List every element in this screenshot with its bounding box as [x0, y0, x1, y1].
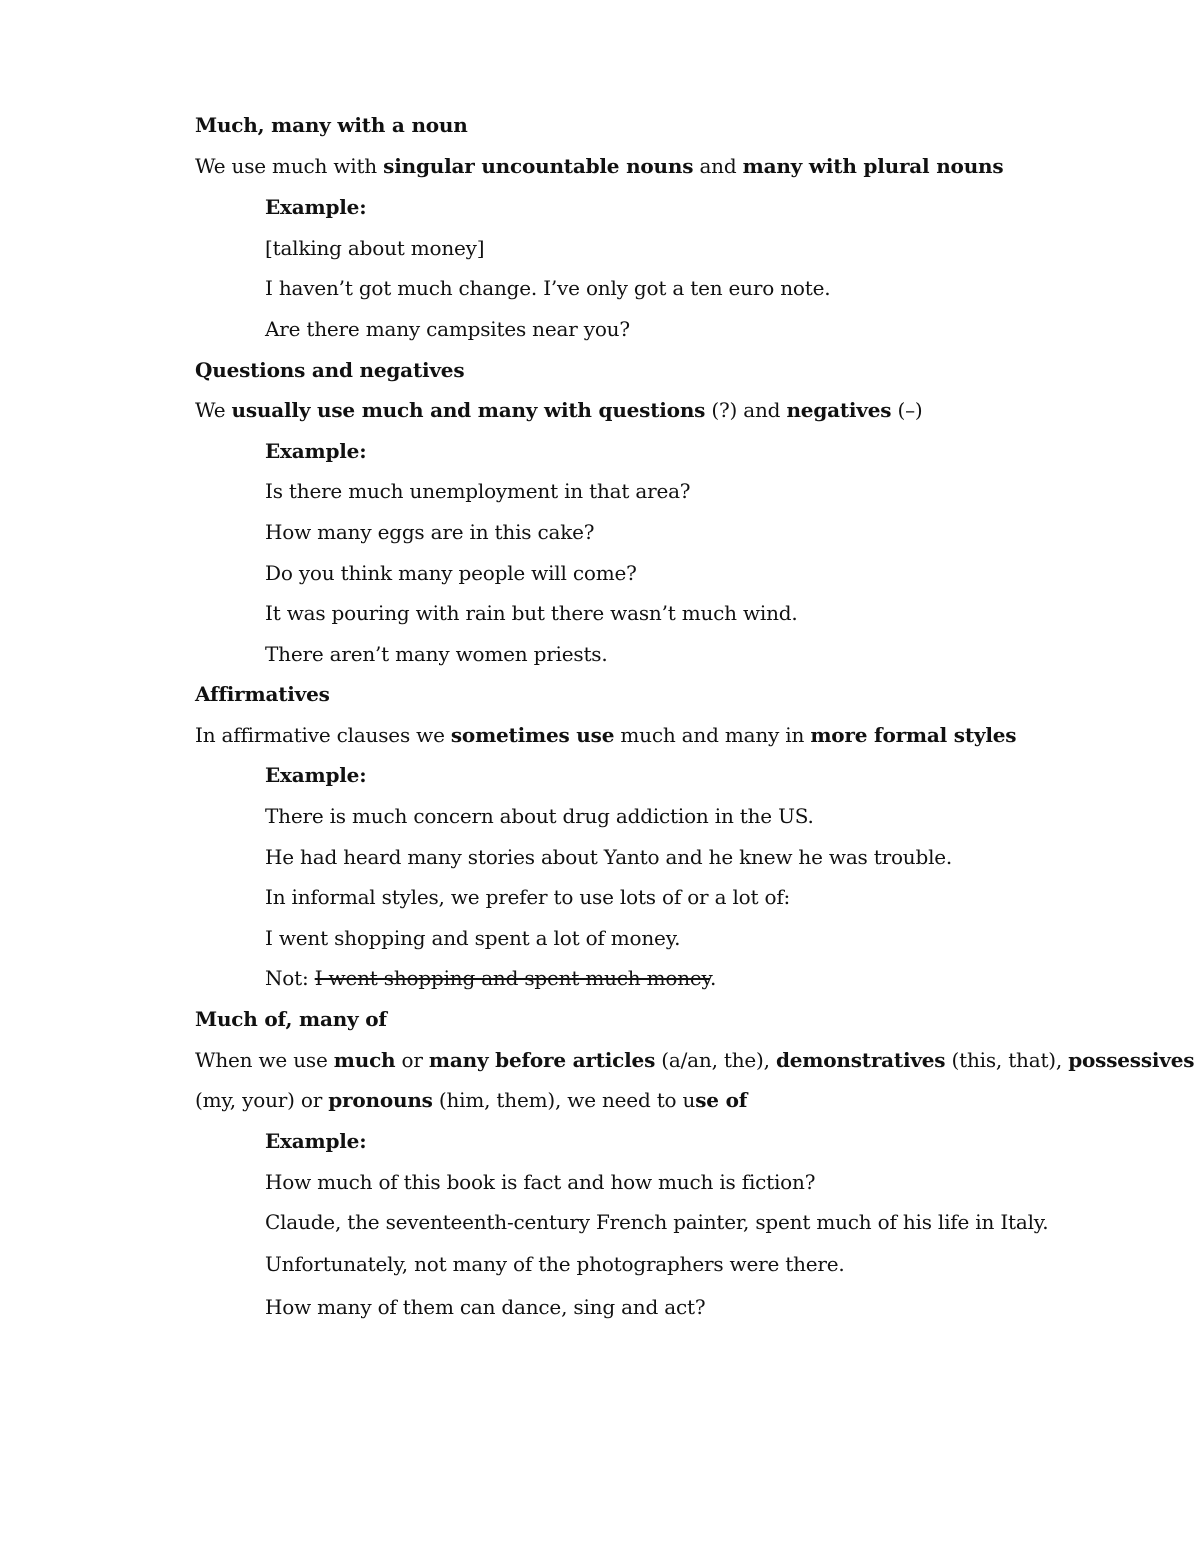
- section-intro-continuation: (my, your) or pronouns (him, them), we need to use of: [195, 1088, 748, 1112]
- example-sentence: In informal styles, we prefer to use lots of or a lot of:: [265, 885, 791, 909]
- example-label: Example:: [265, 1129, 367, 1153]
- example-label: Example:: [265, 763, 367, 787]
- section-intro-much-many-with-noun: We use much with singular uncountable nouns and many with plural nouns: [195, 154, 1004, 178]
- example-sentence: I went shopping and spent a lot of money.: [265, 926, 681, 950]
- example-sentence: There is much concern about drug addiction in the US.: [265, 804, 814, 828]
- example-sentence: How many of them can dance, sing and act?: [265, 1295, 706, 1319]
- section-intro-questions-negatives: We usually use much and many with questions (?) and negatives (–): [195, 398, 923, 422]
- example-sentence: He had heard many stories about Yanto and he knew he was trouble.: [265, 845, 953, 869]
- example-sentence: I haven’t got much change. I’ve only got a ten euro note.: [265, 276, 831, 300]
- example-sentence: Unfortunately, not many of the photographers were there.: [265, 1252, 845, 1276]
- example-label: Example:: [265, 439, 367, 463]
- example-sentence: How many eggs are in this cake?: [265, 520, 595, 544]
- example-sentence: Are there many campsites near you?: [265, 317, 630, 341]
- example-sentence: How much of this book is fact and how much is fiction?: [265, 1170, 816, 1194]
- example-sentence: Is there much unemployment in that area?: [265, 479, 691, 503]
- example-label: Example:: [265, 195, 367, 219]
- example-sentence: It was pouring with rain but there wasn’t much wind.: [265, 601, 798, 625]
- example-sentence: Do you think many people will come?: [265, 561, 637, 585]
- section-heading-much-of-many-of: Much of, many of: [195, 1007, 387, 1031]
- section-heading-affirmatives: Affirmatives: [195, 682, 330, 706]
- example-sentence: Claude, the seventeenth-century French painter, spent much of his life in Italy.: [265, 1210, 1049, 1234]
- incorrect-example: Not: I went shopping and spent much money.: [265, 966, 717, 990]
- example-sentence: There aren’t many women priests.: [265, 642, 608, 666]
- section-intro-much-of-many-of: When we use much or many before articles (a/an, the), demonstratives (this, that), possessives: [195, 1048, 1195, 1072]
- section-intro-affirmatives: In affirmative clauses we sometimes use much and many in more formal styles: [195, 723, 1017, 747]
- section-heading-much-many-with-noun: Much, many with a noun: [195, 113, 468, 137]
- struck-sentence: I went shopping and spent much money: [314, 966, 710, 990]
- section-heading-questions-negatives: Questions and negatives: [195, 358, 465, 382]
- example-sentence: [talking about money]: [265, 236, 485, 260]
